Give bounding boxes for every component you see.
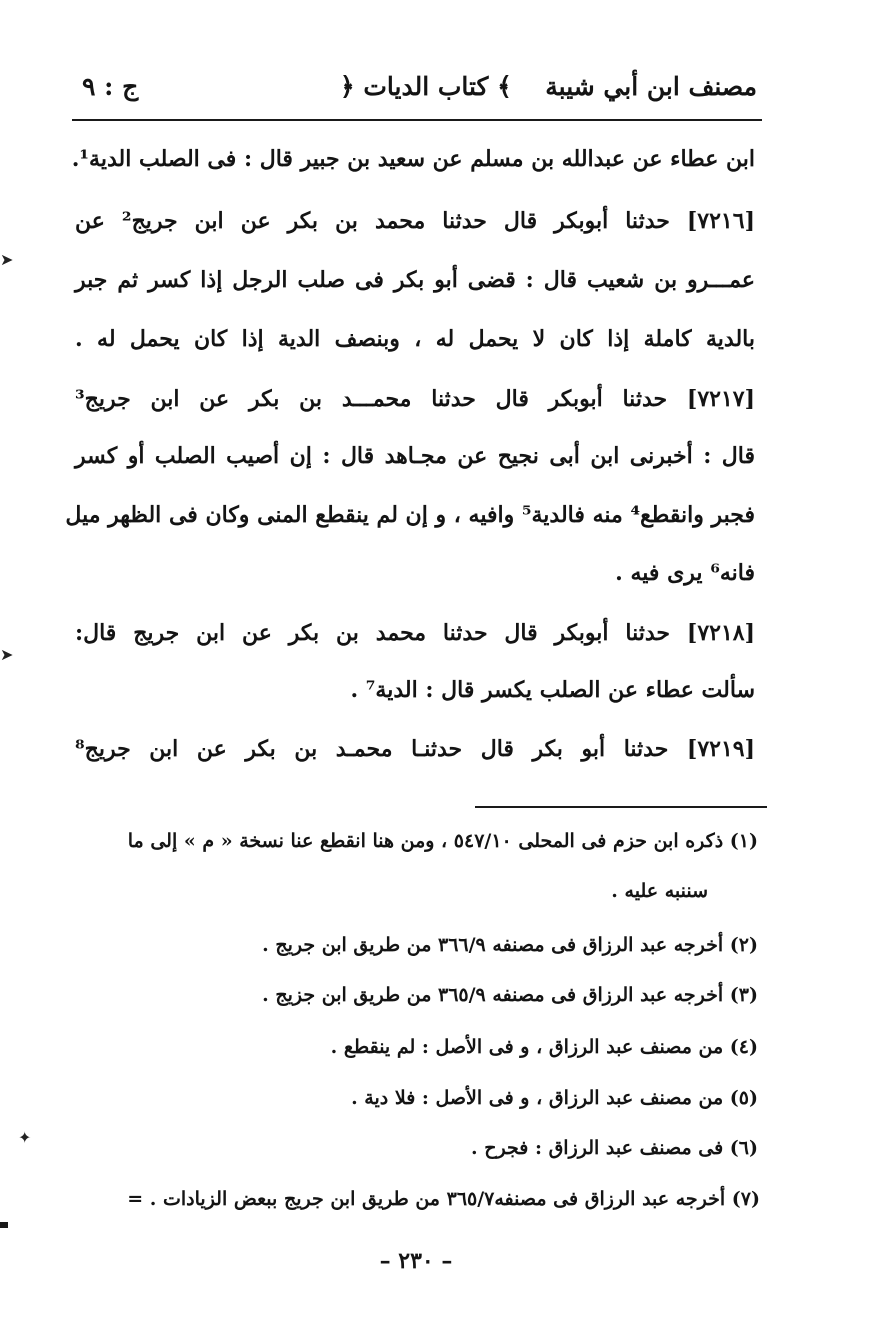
footnote-1-continued: سننبه عليه . [611, 880, 708, 902]
body-line: ابن عطاء عن عبدالله بن مسلم عن سعيد بن جبير قال : فى الصلب الدية¹. [71, 146, 755, 172]
hadith-7216-line: [٧٢١٦] حدثنا أبوبكر قال حدثنا محمد بن بكر عن ابن جريج² عن [75, 208, 755, 234]
header-rule [72, 119, 762, 121]
margin-mark: ➤ [0, 250, 14, 269]
margin-mark: ➤ [0, 645, 14, 664]
body-line: قال : أخبرنى ابن أبى نجيح عن مجـاهد قال : إن أصيب الصلب أو كسر [75, 443, 755, 469]
footnote-6: (٦) فى مصنف عبد الرزاق : فجرح . [471, 1137, 758, 1159]
body-line: فانه⁶ يرى فيه . [615, 560, 755, 586]
hadith-7218-line: [٧٢١٨] حدثنا أبوبكر قال حدثنا محمد بن بكر عن ابن جريج قال: [75, 620, 755, 646]
page-number: – ٢٣٠ – [379, 1248, 453, 1274]
footnote-4: (٤) من مصنف عبد الرزاق ، و فى الأصل : لم ينقطع . [330, 1036, 758, 1058]
margin-mark: ✦ [18, 1128, 32, 1147]
section-title: ﴿ كتاب الديات ﴾ [340, 72, 512, 101]
footnote-5: (٥) من مصنف عبد الرزاق ، و فى الأصل : فلا دية . [351, 1087, 758, 1109]
footnote-rule [475, 806, 767, 808]
body-line: عمـــرو بن شعيب قال : قضى أبو بكر فى صلب الرجل إذا كسر ثم جبر [75, 267, 755, 293]
margin-tick [0, 1222, 8, 1228]
book-title: مصنف ابن أبي شيبة [545, 72, 757, 101]
hadith-7219-line: [٧٢١٩] حدثنا أبو بكر قال حدثنـا محمـد بن بكر عن ابن جريج⁸ [75, 736, 755, 762]
body-line: فجبر وانقطع⁴ منه فالدية⁵ وافيه ، و إن لم ينقطع المنى وكان فى الظهر ميل [65, 502, 755, 528]
footnote-1: (١) ذكره ابن حزم فى المحلى ٥٤٧/١٠ ، ومن هنا انقطع عنا نسخة « م » إلى ما [127, 830, 758, 852]
body-line: سألت عطاء عن الصلب يكسر قال : الدية⁷ . [350, 677, 755, 703]
footnote-7: (٧) أخرجه عبد الرزاق فى مصنفه٣٦٥/٧ من طريق ابن جريج ببعض الزيادات . = [127, 1188, 760, 1210]
volume-number: ج : ٩ [82, 72, 139, 101]
hadith-7217-line: [٧٢١٧] حدثنا أبوبكر قال حدثنا محمـــد بن بكر عن ابن جريج³ [75, 386, 755, 412]
body-line: بالدية كاملة إذا كان لا يحمل له ، وبنصف الدية إذا كان يحمل له . [75, 326, 755, 352]
footnote-2: (٢) أخرجه عبد الرزاق فى مصنفه ٣٦٦/٩ من طريق ابن جريج . [262, 934, 758, 956]
footnote-3: (٣) أخرجه عبد الرزاق فى مصنفه ٣٦٥/٩ من طريق ابن جزيج . [262, 984, 758, 1006]
